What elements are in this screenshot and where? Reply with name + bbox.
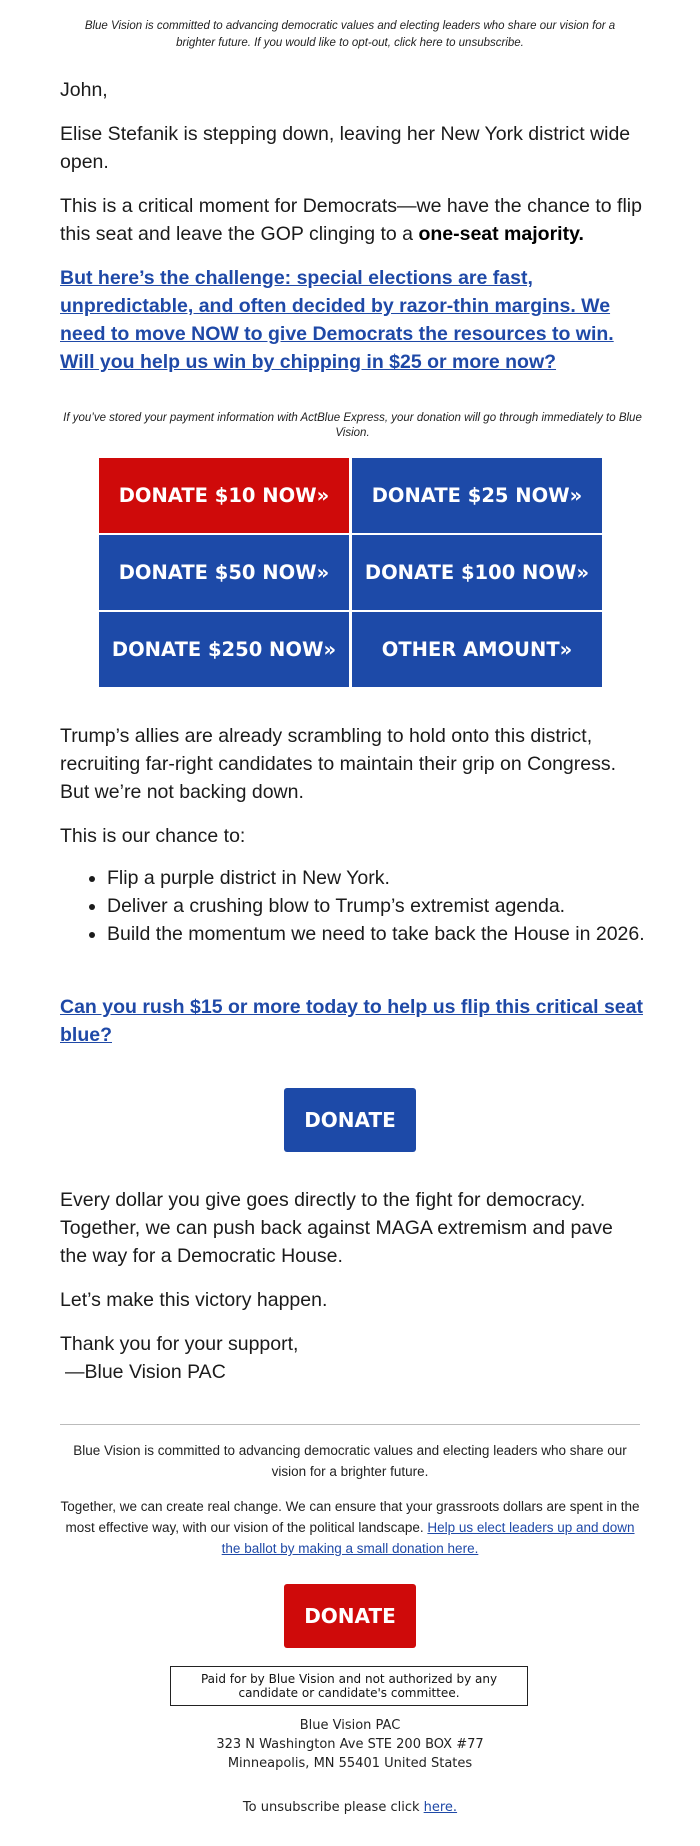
- org-address: [150, 1716, 550, 1773]
- other-amount-button[interactable]: OTHER AMOUNT»: [352, 612, 602, 687]
- address-line-1: 323 N Washington Ave STE 200 BOX #77: [216, 1737, 484, 1752]
- footer-together-paragraph: [60, 1496, 640, 1559]
- greeting: John,: [60, 79, 108, 101]
- goal-item-crushing-blow: • Deliver a crushing blow to Trump’s extremist agenda.: [107, 892, 697, 920]
- unsubscribe-link[interactable]: here.: [423, 1800, 458, 1815]
- donate-100-button[interactable]: DONATE $100 NOW»: [352, 535, 602, 610]
- signoff-text: Thank you for your support,: [60, 1333, 299, 1355]
- donate-250-button[interactable]: DONATE $250 NOW»: [99, 612, 349, 687]
- goal-item-flip-district: • Flip a purple district in New York.: [107, 864, 697, 892]
- address-line-2: Minneapolis, MN 55401 United States: [227, 1756, 473, 1771]
- unsubscribe-line: [150, 1799, 550, 1817]
- signature-text: —Blue Vision PAC: [65, 1361, 226, 1383]
- every-dollar-paragraph: Every dollar you give goes directly to the fight for democracy. Together, we can push back against MAGA extremism and pave the way for a Democratic House.: [60, 1189, 613, 1267]
- paid-for-disclaimer: Paid for by Blue Vision and not authorized by any candidate or candidate's committee.: [170, 1666, 528, 1706]
- critical-moment-text: This is a critical moment for Democrats—we have the chance to flip this seat and leave the GOP clinging to a: [60, 195, 642, 245]
- actblue-express-note: If you’ve stored your payment information with ActBlue Express, your donation will go through immediately to Blue Vision.: [63, 412, 642, 439]
- footer-donate-button[interactable]: DONATE: [284, 1584, 416, 1648]
- one-seat-majority-text: one-seat majority.: [418, 223, 584, 245]
- donation-amount-grid: [99, 458, 602, 687]
- intro-paragraph: Elise Stefanik is stepping down, leaving her New York district wide open.: [60, 123, 631, 173]
- donate-50-button[interactable]: DONATE $50 NOW»: [99, 535, 349, 610]
- unsubscribe-text: To unsubscribe please click: [242, 1800, 424, 1815]
- footer-together-text: Together, we can create real change. We can ensure that your grassroots dollars are spent in the most effective way, with our vision of the political landscape.: [60, 1499, 640, 1535]
- donate-25-link[interactable]: But here’s the challenge: special elections are fast, unpredictable, and often decided by razor-thin margins. We need to move NOW to give Democrats the resources to win. Will you help us win by chipping in $25 or more now?: [60, 267, 614, 373]
- footer-donation-link[interactable]: Help us elect leaders up and down the ballot by making a small donation here.: [221, 1520, 635, 1556]
- goal-item-build-momentum: • Build the momentum we need to take back the House in 2026.: [107, 920, 697, 948]
- trump-allies-paragraph: Trump’s allies are already scrambling to hold onto this district, recruiting far-right candidates to maintain their grip on Congress. But we’re not backing down.: [60, 725, 617, 803]
- org-name: Blue Vision PAC: [299, 1718, 401, 1733]
- goals-list: [60, 864, 697, 948]
- critical-moment-paragraph: [60, 192, 645, 248]
- donate-25-button[interactable]: DONATE $25 NOW»: [352, 458, 602, 533]
- our-chance-paragraph: This is our chance to:: [60, 825, 246, 847]
- donate-button[interactable]: DONATE: [284, 1088, 416, 1152]
- donate-10-button[interactable]: DONATE $10 NOW»: [99, 458, 349, 533]
- footer-mission: Blue Vision is committed to advancing democratic values and electing leaders who share our vision for a brighter future.: [73, 1443, 627, 1479]
- preheader-text[interactable]: Blue Vision is committed to advancing democratic values and electing leaders who share our vision for a brighter future. If you would like to opt-out, click here to unsubscribe.: [84, 20, 616, 49]
- victory-paragraph: Let’s make this victory happen.: [60, 1289, 328, 1311]
- donate-15-link[interactable]: Can you rush $15 or more today to help us flip this critical seat blue?: [60, 996, 643, 1046]
- footer-divider: [60, 1424, 640, 1425]
